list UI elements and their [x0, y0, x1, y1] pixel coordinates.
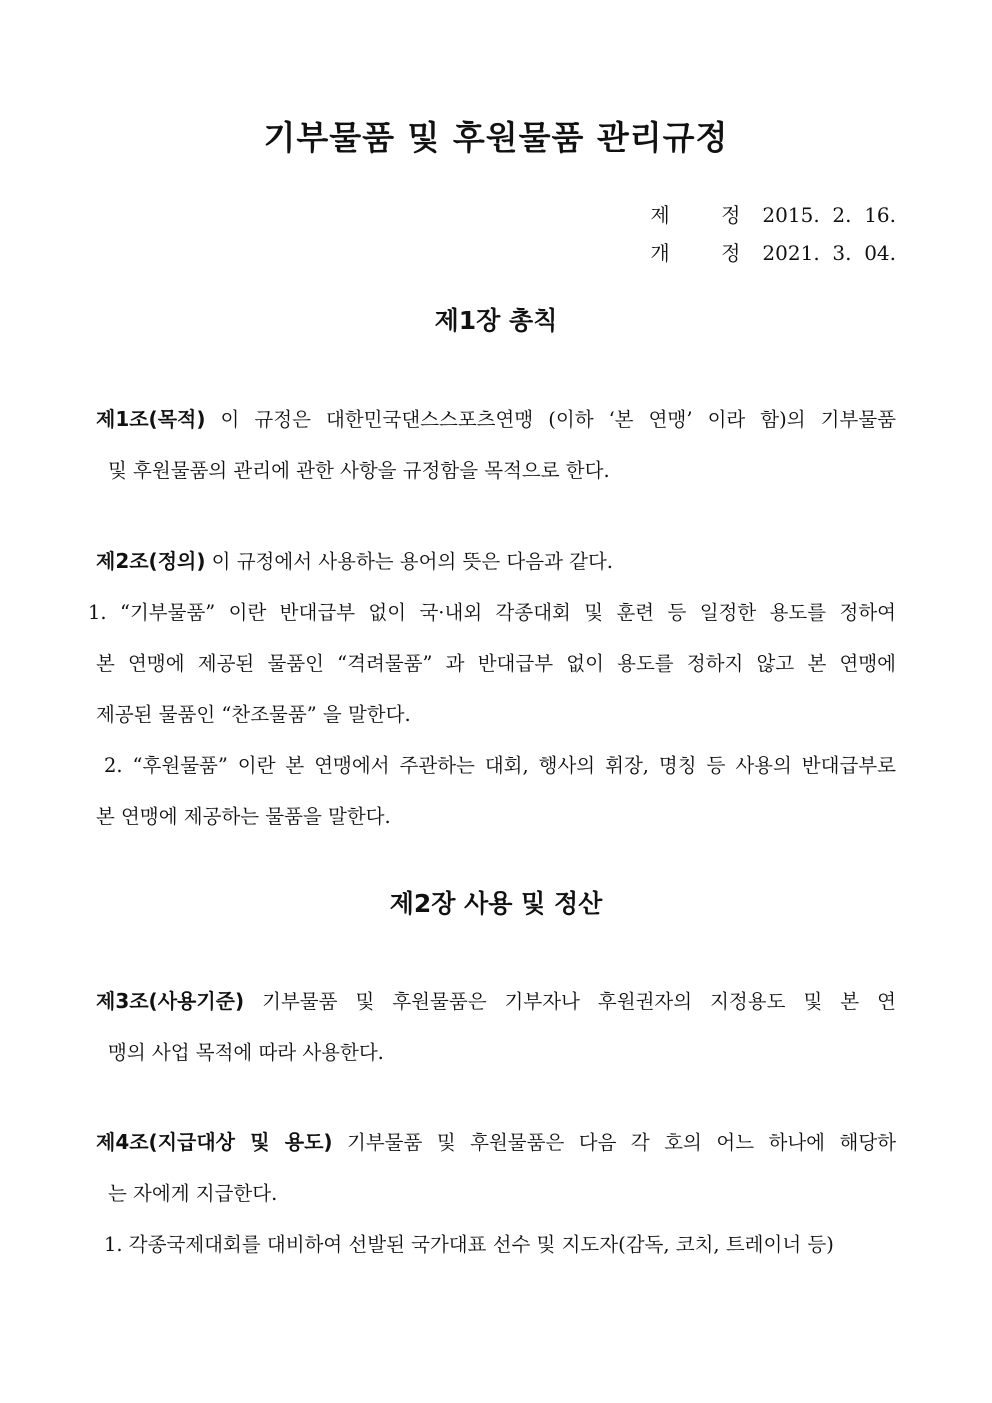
article-2-item-2-line-2: 본 연맹에 제공하는 물품을 말한다. — [96, 805, 391, 828]
enactment-label: 제 정 — [650, 203, 741, 227]
article-2-item-2-line-1: 2. “후원물품” 이란 본 연맹에서 주관하는 대회, 행사의 휘장, 명칭 등 사용의 반대급부로 — [104, 754, 896, 777]
article-1-line-1: 제1조(목적) 이 규정은 대한민국댄스스포츠연맹 (이하 ‘본 연맹’ 이라 함)의 기부물품 — [96, 407, 896, 431]
article-4-heading: 제4조(지급대상 및 용도) — [96, 1130, 333, 1154]
enactment-date-row — [650, 196, 896, 234]
amendment-date-row — [650, 234, 896, 272]
article-2-heading: 제2조(정의) — [96, 549, 206, 573]
chapter-1-title: 제1장 총칙 — [434, 306, 558, 335]
chapter-2-title: 제2장 사용 및 정산 — [389, 889, 603, 918]
article-1-line-2: 및 후원물품의 관리에 관한 사항을 규정함을 목적으로 한다. — [108, 459, 610, 482]
article-1 — [96, 394, 896, 496]
article-2-item-1-line-1: 1. “기부물품” 이란 반대급부 없이 국·내외 각종대회 및 훈련 등 일정한 용도를 정하여 — [88, 601, 896, 624]
article-2-item-1-line-2: 본 연맹에 제공된 물품인 “격려물품” 과 반대급부 없이 용도를 정하지 않고 본 연맹에 — [96, 652, 896, 675]
article-1-heading: 제1조(목적) — [96, 407, 206, 431]
article-4-item-1: 1. 각종국제대회를 대비하여 선발된 국가대표 선수 및 지도자(감독, 코치, 트레이너 등) — [104, 1233, 834, 1256]
document-title: 기부물품 및 후원물품 관리규정 — [263, 118, 729, 157]
article-4-line-2: 는 자에게 지급한다. — [108, 1182, 278, 1205]
revision-dates — [650, 196, 896, 272]
article-4-line-1: 제4조(지급대상 및 용도) 기부물품 및 후원물품은 다음 각 호의 어느 하나에 해당하 — [96, 1130, 896, 1154]
article-2 — [88, 536, 896, 842]
article-2-item-1-line-3: 제공된 물품인 “찬조물품” 을 말한다. — [96, 703, 411, 726]
amendment-date: 2021. 3. 04. — [762, 241, 896, 265]
enactment-date: 2015. 2. 16. — [762, 203, 896, 227]
article-3-line-2: 맹의 사업 목적에 따라 사용한다. — [108, 1041, 384, 1064]
article-3 — [96, 976, 896, 1078]
article-2-line-1: 제2조(정의) 이 규정에서 사용하는 용어의 뜻은 다음과 같다. — [96, 549, 613, 573]
article-3-heading: 제3조(사용기준) — [96, 989, 245, 1013]
amendment-label: 개 정 — [650, 241, 741, 265]
article-4 — [96, 1117, 896, 1270]
article-3-line-1: 제3조(사용기준) 기부물품 및 후원물품은 기부자나 후원권자의 지정용도 및 본 연 — [96, 989, 896, 1013]
